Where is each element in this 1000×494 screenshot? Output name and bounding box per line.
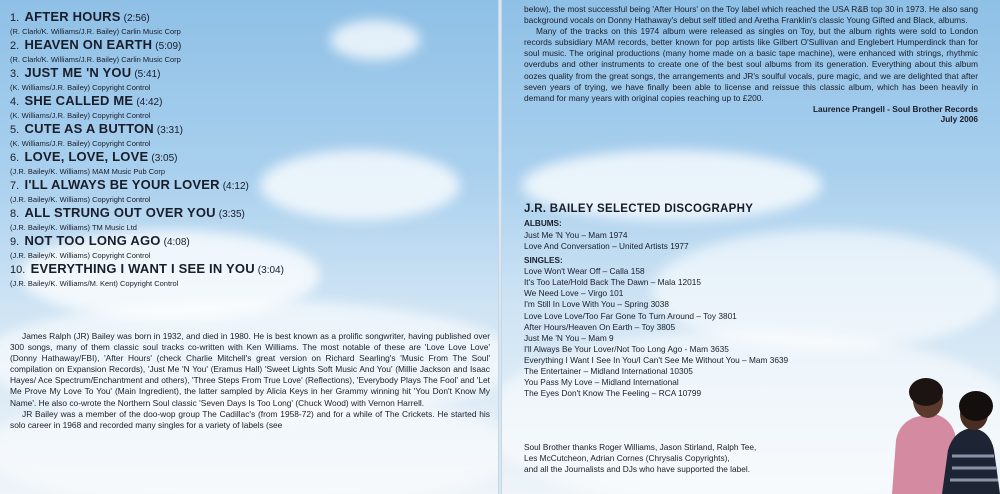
track-credit: (J.R. Bailey/K. Williams/M. Kent) Copyright Control bbox=[10, 279, 179, 288]
discography-title: J.R. BAILEY SELECTED DISCOGRAPHY bbox=[524, 203, 754, 215]
track-title: CUTE AS A BUTTON bbox=[24, 121, 154, 136]
track-item bbox=[10, 66, 490, 92]
single-item: Love Love Love/Too Far Gone To Turn Around – Toy 3801 bbox=[524, 310, 737, 321]
track-item bbox=[10, 262, 490, 288]
right-page bbox=[502, 0, 1000, 494]
thanks-note bbox=[524, 442, 944, 475]
track-number: 8. bbox=[10, 208, 20, 220]
track-duration: (5:09) bbox=[155, 41, 182, 52]
thanks-line: Soul Brother thanks Roger Williams, Jason Stirland, Ralph Tee, bbox=[524, 442, 757, 452]
track-duration: (5:41) bbox=[134, 69, 161, 80]
track-duration: (4:08) bbox=[163, 237, 190, 248]
single-item: I'm Still In Love With You – Spring 3038 bbox=[524, 299, 670, 310]
track-number: 1. bbox=[10, 12, 20, 24]
track-title: LOVE, LOVE, LOVE bbox=[24, 149, 149, 164]
track-title: SHE CALLED ME bbox=[24, 93, 134, 108]
track-item bbox=[10, 122, 490, 148]
track-title: NOT TOO LONG AGO bbox=[24, 233, 161, 248]
track-duration: (2:56) bbox=[123, 13, 150, 24]
track-title: ALL STRUNG OUT OVER YOU bbox=[24, 205, 216, 220]
albums-heading: ALBUMS: bbox=[524, 219, 562, 228]
track-duration: (3:04) bbox=[257, 265, 284, 276]
track-number: 7. bbox=[10, 180, 20, 192]
track-number: 9. bbox=[10, 236, 20, 248]
left-page bbox=[0, 0, 498, 494]
track-title: EVERYTHING I WANT I SEE IN YOU bbox=[30, 261, 255, 276]
single-item: Love Won't Wear Off – Calla 158 bbox=[524, 266, 645, 277]
single-item: We Need Love – Virgo 101 bbox=[524, 288, 624, 299]
track-credit: (K. Williams/J.R. Bailey) Copyright Control bbox=[10, 111, 151, 120]
track-number: 4. bbox=[10, 96, 20, 108]
album-item: Love And Conversation – United Artists 1977 bbox=[524, 240, 689, 251]
track-list bbox=[10, 10, 490, 290]
track-title: JUST ME 'N YOU bbox=[24, 65, 132, 80]
track-duration: (3:31) bbox=[156, 125, 184, 136]
bio-paragraph: James Ralph (JR) Bailey was born in 1932, and died in 1980. He is best known as a prolific songwriter, having published over 300 songs, many of them classic soul tracks co-written with Ken Williams. The most notable of these are 'Love Love Love' (Donny Hathaway/FBI), 'After Hours' (check Charlie Mitchell's great version on Richard Searling's 'Music From The Soul' compilation on Expansion Records), 'Just Me 'N You' (Eramus Hall) 'Sweet Lights Soft Music And You' (Millie Jackson and Isaac Hayes/ Ace Spectrum/Enchantment and others), 'Three Steps From True Love' (Reflections), 'Everybody Plays The Fool' and 'Let Me Prove My Love To You' (Main Ingredient), the latter sampled by Alicia Keys in her Grammy winning hit 'You Don't Know My Name'. He also co-wrote the Northern Soul classic 'Seven Days Is Too Long' (Chuck Wood) with Vernon Harrell. bbox=[10, 331, 490, 408]
single-item: It's Too Late/Hold Back The Dawn – Mala 12015 bbox=[524, 277, 702, 288]
track-number: 3. bbox=[10, 68, 20, 80]
signature-date: July 2006 bbox=[940, 114, 978, 125]
liner-paragraph: below), the most successful being 'After Hours' on the Toy label which reached the USA R&B top 30 in 1973. He also sang background vocals on Donny Hathaway's debut self titled and Aretha Franklin's classic Young Gifted and Black, albums. bbox=[524, 4, 978, 26]
track-title: I'LL ALWAYS BE YOUR LOVER bbox=[24, 177, 220, 192]
biography bbox=[10, 331, 490, 431]
thanks-line: and all the Journalists and DJs who have supported the label. bbox=[524, 464, 751, 474]
track-credit: (R. Clark/K. Williams/J.R. Bailey) Carlin Music Corp bbox=[10, 27, 181, 36]
track-item bbox=[10, 38, 490, 64]
signature-name: Laurence Prangell - Soul Brother Records bbox=[812, 103, 978, 114]
track-number: 2. bbox=[10, 40, 20, 52]
track-title: HEAVEN ON EARTH bbox=[24, 37, 153, 52]
liner-paragraph: Many of the tracks on this 1974 album were released as singles on Toy, but the album rights were sold to London records subsidiary MAM records, better known for pop artists like Gilbert O'Sullivan and Englebert Humperdinck than for soul music. The original productions (many home made on a basic tape machine), were enhanced with strings, rhythmic overdubs and other instruments to create one of the best soul albums from its generation. Everything about this album oozes quality from the great songs, the arrangements and JR's soulful vocals, pure magic, and we are delighted that after seven years of trying, we have finally been able to license and reissue this classic album, which has been heavily in demand for many years with original copies reaching up to £200. bbox=[524, 26, 978, 103]
single-item: The Eyes Don't Know The Feeling – RCA 10799 bbox=[524, 388, 702, 399]
track-credit: (J.R. Bailey/K. Williams) Copyright Control bbox=[10, 195, 151, 204]
track-duration: (4:12) bbox=[222, 181, 249, 192]
track-credit: (J.R. Bailey/K. Williams) Copyright Control bbox=[10, 251, 151, 260]
track-number: 10. bbox=[10, 264, 26, 276]
album-item: Just Me 'N You – Mam 1974 bbox=[524, 229, 628, 240]
track-item bbox=[10, 206, 490, 232]
track-item bbox=[10, 10, 490, 36]
liner-notes bbox=[524, 4, 978, 125]
track-duration: (4:42) bbox=[136, 97, 163, 108]
track-duration: (3:05) bbox=[151, 153, 178, 164]
track-item bbox=[10, 178, 490, 204]
track-credit: (J.R. Bailey/K. Williams) TM Music Ltd bbox=[10, 223, 137, 232]
single-item: Just Me 'N You – Mam 9 bbox=[524, 332, 614, 343]
track-item bbox=[10, 150, 490, 176]
track-credit: (K. Williams/J.R. Bailey) Copyright Control bbox=[10, 139, 151, 148]
track-number: 6. bbox=[10, 152, 20, 164]
single-item: The Entertainer – Midland International 10305 bbox=[524, 366, 693, 377]
track-duration: (3:35) bbox=[218, 209, 245, 220]
singles-heading: SINGLES: bbox=[524, 255, 563, 265]
track-title: AFTER HOURS bbox=[24, 9, 121, 24]
single-item: After Hours/Heaven On Earth – Toy 3805 bbox=[524, 321, 676, 332]
single-item: I'll Always Be Your Lover/Not Too Long Ago - Mam 3635 bbox=[524, 343, 729, 354]
track-item bbox=[10, 234, 490, 260]
track-item bbox=[10, 94, 490, 120]
track-number: 5. bbox=[10, 124, 20, 136]
single-item: Everything I Want I See In You/I Can't See Me Without You – Mam 3639 bbox=[524, 354, 789, 365]
single-item: You Pass My Love – Midland International bbox=[524, 377, 679, 388]
bio-paragraph: JR Bailey was a member of the doo-wop group The Cadillac's (from 1958-72) and for a while of The Crickets. He started his solo career in 1968 and recorded many singles for a variety of labels (see bbox=[10, 408, 490, 430]
track-credit: (K. Williams/J.R. Bailey) Copyright Control bbox=[10, 83, 151, 92]
track-credit: (J.R. Bailey/K. Williams) MAM Music Pub Corp bbox=[10, 167, 166, 176]
track-credit: (R. Clark/K. Williams/J.R. Bailey) Carlin Music Corp bbox=[10, 55, 181, 64]
couple-photo bbox=[882, 370, 1000, 494]
thanks-line: Les McCutcheon, Adrian Cornes (Chrysalis Copyrights), bbox=[524, 453, 730, 463]
